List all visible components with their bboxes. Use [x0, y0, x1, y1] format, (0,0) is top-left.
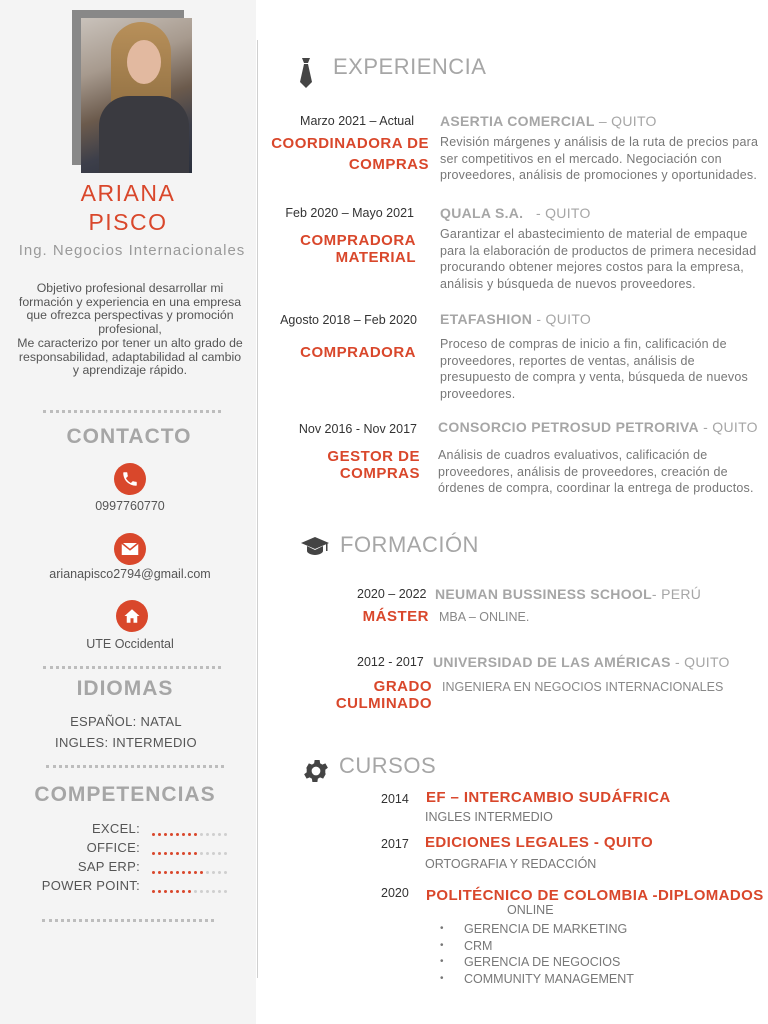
job-company — [440, 311, 591, 327]
company-name: ASERTIA COMERCIAL — [440, 113, 595, 129]
education-years: 2020 – 2022 — [357, 587, 427, 601]
job-company — [440, 205, 591, 221]
skill-label: POWER POINT: — [41, 878, 140, 893]
course-title: EDICIONES LEGALES - QUITO — [425, 834, 654, 851]
job-description: Análisis de cuadros evaluativos, calificación de proveedores, análisis de proveedores, creación de órdenes de compra, coordinar la entrega de productos. — [438, 448, 754, 495]
course-subtitle: ONLINE — [507, 903, 554, 917]
job-date: Nov 2016 - Nov 2017 — [298, 422, 417, 436]
education-title: FORMACIÓN — [340, 532, 479, 557]
job-date: Feb 2020 – Mayo 2021 — [285, 206, 414, 220]
home-icon — [116, 600, 148, 632]
profession-title: Ing. Negocios Internacionales — [18, 242, 246, 259]
school-name: NEUMAN BUSSINESS SCHOOL — [435, 586, 652, 602]
job-role: COMPRADORA MATERIAL — [300, 232, 416, 266]
language-item: ESPAÑOL: NATAL — [70, 714, 182, 729]
education-school — [433, 654, 730, 670]
list-item: • CRM — [440, 938, 634, 955]
skill-level-bar — [152, 826, 230, 832]
dotted-separator — [43, 666, 221, 669]
education-detail: INGENIERA EN NEGOCIOS INTERNACIONALES — [442, 680, 724, 694]
skill-label: SAP ERP: — [77, 859, 140, 874]
contact-title: CONTACTO — [66, 425, 192, 448]
list-item: • COMMUNITY MANAGEMENT — [440, 971, 634, 988]
job-description: Garantizar el abastecimiento de material de empaque para la elaboración de productos de primera necesidad procurando obtener mejores costos para la empresa, análisis y búsqueda de nuevos proveedores. — [440, 227, 757, 291]
course-subtitle: ORTOGRAFIA Y REDACCIÓN — [425, 857, 597, 871]
school-location: - PERÚ — [651, 586, 702, 602]
dotted-separator — [42, 919, 214, 922]
phone-icon — [114, 463, 146, 495]
objective-text — [16, 282, 244, 378]
dotted-separator — [46, 765, 224, 768]
course-year: 2014 — [381, 792, 409, 806]
company-location: - QUITO — [532, 311, 592, 327]
language-item: INGLES: INTERMEDIO — [55, 735, 197, 750]
school-name: UNIVERSIDAD DE LAS AMÉRICAS — [433, 654, 671, 670]
email-address: arianapisco2794@gmail.com — [49, 567, 211, 581]
company-name: QUALA S.A. — [440, 205, 524, 221]
job-company — [440, 113, 657, 129]
course-subtitle: INGLES INTERMEDIO — [425, 810, 553, 824]
skill-level-bar — [152, 883, 230, 889]
objective-paragraph: Objetivo profesional desarrollar mi formación y experiencia en una empresa que ofrezca perspectivas y promoción profesional, Me caracterizo por tener un alto grado de responsabilidad, adaptabilidad al cambio y aprendizaje rápido. — [17, 281, 243, 378]
job-role: GESTOR DE COMPRAS — [327, 448, 420, 482]
job-role: COORDINADORA DE COMPRAS — [271, 135, 429, 173]
job-description: Proceso de compras de inicio a fin, calificación de proveedores, reportes de ventas, análisis de presupuesto de compra y venta, búsqueda de nuevos proveedores. — [440, 337, 748, 401]
skill-level-bar — [152, 864, 230, 870]
company-name: CONSORCIO PETROSUD PETRORIVA — [438, 419, 699, 435]
course-year: 2020 — [381, 886, 409, 900]
company-location: - QUITO — [523, 205, 591, 221]
course-topics-list — [440, 921, 634, 988]
skills-title: COMPETENCIAS — [34, 783, 216, 806]
education-school — [435, 586, 701, 602]
company-location: - QUITO — [698, 419, 758, 435]
company-name: ETAFASHION — [440, 311, 533, 327]
list-item: • GERENCIA DE NEGOCIOS — [440, 954, 634, 971]
address: UTE Occidental — [86, 637, 174, 651]
email-icon — [114, 533, 146, 565]
course-title: POLITÉCNICO DE COLOMBIA -DIPLOMADOS — [426, 887, 764, 904]
tie-icon — [298, 58, 314, 93]
languages-title: IDIOMAS — [76, 677, 174, 700]
school-location: - QUITO — [670, 654, 730, 670]
company-location: – QUITO — [594, 113, 657, 129]
last-name: PISCO — [88, 209, 168, 235]
education-years: 2012 - 2017 — [357, 655, 424, 669]
job-date: Agosto 2018 – Feb 2020 — [280, 313, 417, 327]
dotted-separator — [43, 410, 221, 413]
skill-label: EXCEL: — [91, 821, 140, 836]
graduation-cap-icon — [300, 536, 330, 561]
education-degree: GRADO CULMINADO — [335, 678, 432, 712]
courses-title: CURSOS — [339, 753, 437, 778]
profile-photo — [81, 18, 192, 173]
job-company — [438, 419, 758, 435]
job-role: COMPRADORA — [300, 344, 416, 361]
course-year: 2017 — [381, 837, 409, 851]
job-date: Marzo 2021 – Actual — [300, 114, 414, 128]
skill-label: OFFICE: — [86, 840, 140, 855]
skill-level-bar — [152, 845, 230, 851]
list-item: • GERENCIA DE MARKETING — [440, 921, 634, 938]
job-description: Revisión márgenes y análisis de la ruta de precios para ser competitivos en el mercado. Negociación con proveedores, análisis de promociones y oportunidades. — [440, 135, 759, 182]
education-degree: MÁSTER — [362, 608, 429, 625]
course-title: EF – INTERCAMBIO SUDÁFRICA — [426, 789, 671, 806]
gear-icon — [301, 756, 331, 791]
phone-number: 0997760770 — [95, 499, 165, 513]
first-name: ARIANA — [80, 180, 176, 206]
experience-title: EXPERIENCIA — [333, 54, 487, 79]
education-detail: MBA – ONLINE. — [439, 610, 530, 624]
